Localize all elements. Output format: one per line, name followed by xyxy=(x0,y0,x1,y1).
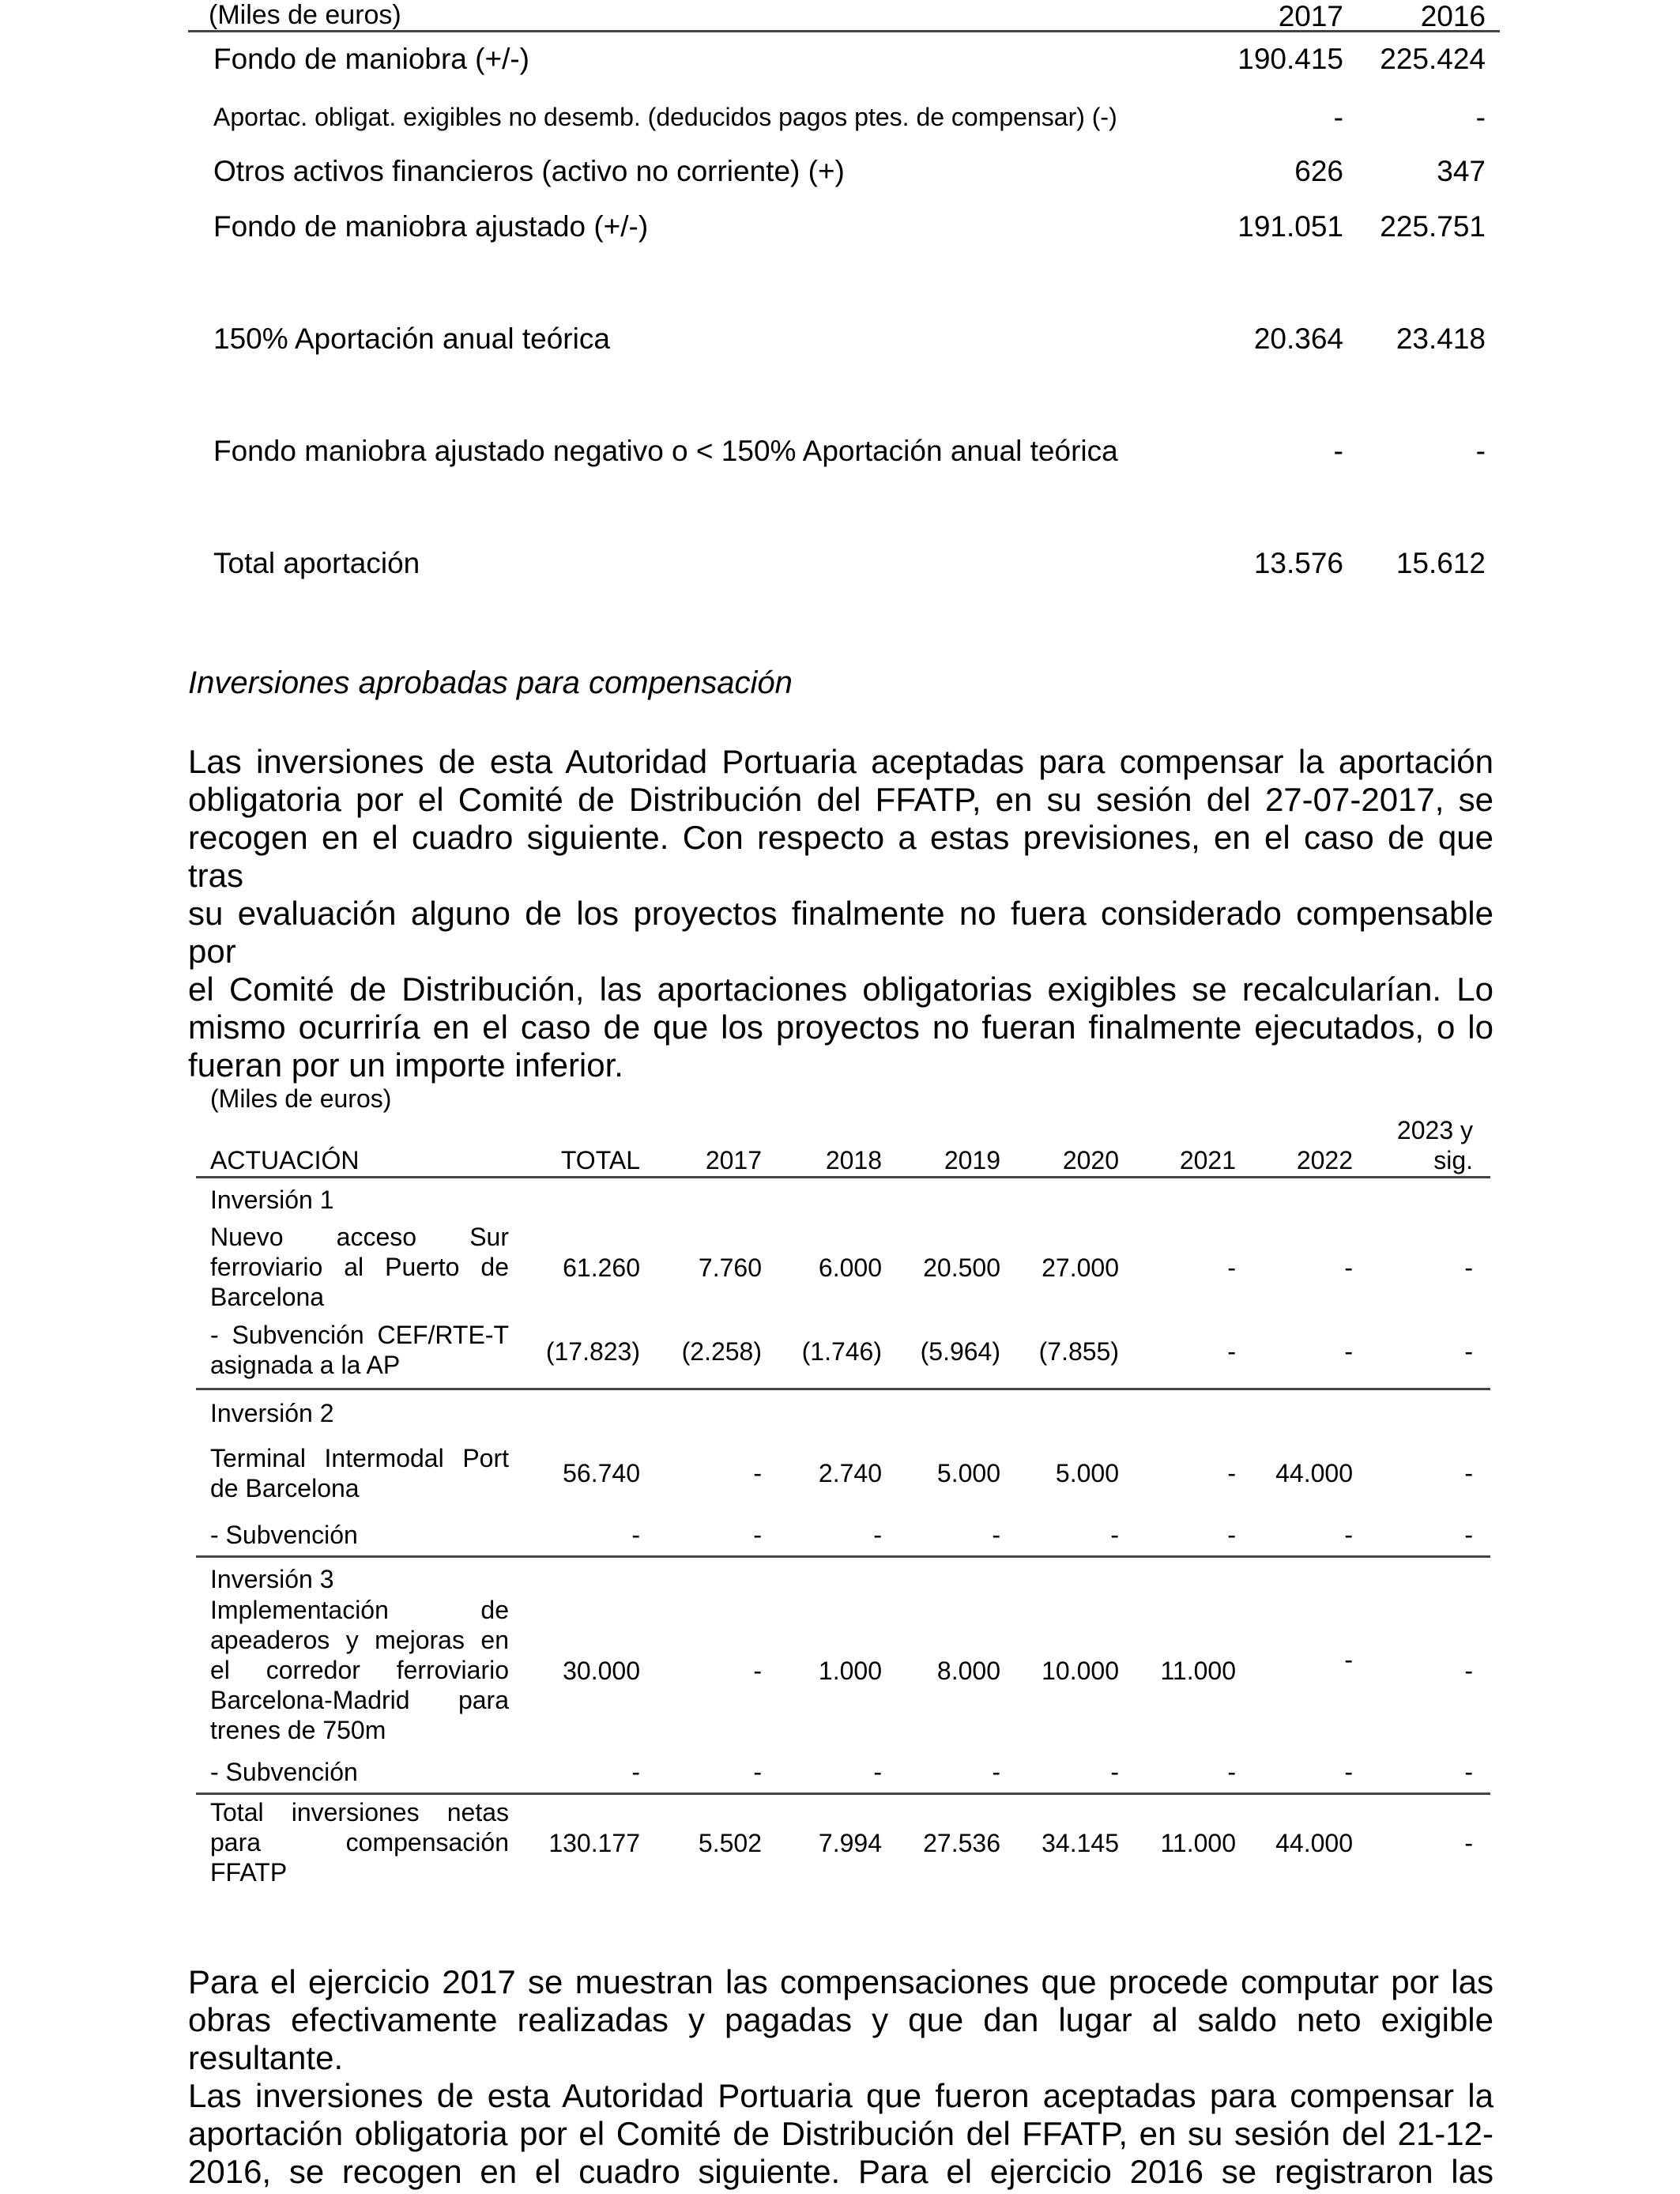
inv1-desc xyxy=(210,1222,509,1312)
table1-header-rule xyxy=(188,30,1500,32)
inv3-sub-value: - xyxy=(873,1758,882,1786)
inv2-sub-value: - xyxy=(873,1521,882,1549)
table1-row-value: - xyxy=(1333,435,1343,467)
table2-row-rule xyxy=(196,1555,1490,1558)
desc-line: Terminal Intermodal Port xyxy=(210,1444,509,1472)
table2-row-rule xyxy=(196,1793,1490,1795)
table2-header-total: TOTAL xyxy=(560,1146,640,1174)
inv2-sub-value: - xyxy=(1227,1521,1236,1549)
paragraph-line: fueran por un importe inferior. xyxy=(188,1046,623,1084)
inv2-sub-total: - xyxy=(631,1521,640,1549)
inv3-sub-value: - xyxy=(992,1758,1000,1786)
table1-row-label: 150% Aportación anual teórica xyxy=(213,322,610,355)
table1-row-label: Aportac. obligat. exigibles no desemb. (deducidos pagos ptes. de compensar) (-) xyxy=(213,103,1117,131)
inv2-value: - xyxy=(1464,1459,1473,1487)
table1-row-value: 225.424 xyxy=(1380,43,1486,75)
desc-line: trenes de 750m xyxy=(210,1716,386,1744)
desc-line: Total inversiones netas xyxy=(210,1798,509,1826)
table2-header-rule xyxy=(196,1176,1490,1178)
inv3-sub-total: - xyxy=(631,1758,640,1786)
inv2-sub-label: - Subvención xyxy=(210,1521,358,1549)
inv3-sub-value: - xyxy=(1227,1758,1236,1786)
paragraph-line: Para el ejercicio 2017 se muestran las compensaciones que procede computar por las xyxy=(188,1963,1494,2000)
table1-row-value: 23.418 xyxy=(1396,322,1486,355)
inv2-sub-value: - xyxy=(1110,1521,1119,1549)
table1-unit: (Miles de euros) xyxy=(209,0,401,30)
desc-line: Barcelona xyxy=(210,1283,325,1311)
paragraph-line: recogen en el cuadro siguiente. Con respecto a estas previsiones, en el caso de que tras xyxy=(188,819,1494,894)
desc-line: para compensación xyxy=(210,1828,509,1857)
table1-row-label: Otros activos financieros (activo no corriente) (+) xyxy=(213,155,845,187)
table1-row-label: Fondo de maniobra ajustado (+/-) xyxy=(213,210,649,243)
paragraph-line: obligatoria por el Comité de Distribución del FFATP, en su sesión del 27-07-2017, se xyxy=(188,781,1494,818)
inv1-sub-value: (1.746) xyxy=(801,1337,882,1366)
total-total: 130.177 xyxy=(548,1829,640,1857)
inv3-value: - xyxy=(1344,1646,1353,1674)
table2-row-rule xyxy=(196,1388,1490,1390)
table1-row-value: - xyxy=(1333,101,1343,134)
table1-row-value: 626 xyxy=(1294,155,1343,187)
table2-header-2020: 2020 xyxy=(1062,1146,1119,1174)
table2-header-2021: 2021 xyxy=(1179,1146,1236,1174)
table1-row-value: - xyxy=(1475,101,1486,134)
inv1-title: Inversión 1 xyxy=(210,1186,334,1214)
inv1-value: 20.500 xyxy=(923,1253,1000,1282)
table2-header-2023: 2023 y xyxy=(1396,1116,1473,1144)
table1-row-value: 190.415 xyxy=(1237,43,1343,75)
desc-line: asignada a la AP xyxy=(210,1351,401,1379)
inv2-sub-value: - xyxy=(1344,1521,1353,1549)
inv1-value: - xyxy=(1227,1253,1236,1282)
total-value: 7.994 xyxy=(818,1829,882,1857)
inv3-value: - xyxy=(753,1657,762,1685)
inv3-total: 30.000 xyxy=(563,1657,640,1685)
inv3-title: Inversión 3 xyxy=(210,1565,334,1593)
table1-row-value: - xyxy=(1475,435,1486,467)
paragraph-line: Las inversiones de esta Autoridad Portuaria que fueron aceptadas para compensar la xyxy=(188,2077,1494,2114)
total-desc xyxy=(210,1797,509,1887)
inv3-value: - xyxy=(1464,1657,1473,1685)
inv2-value: 2.740 xyxy=(818,1459,882,1487)
inv2-value: 5.000 xyxy=(936,1459,1000,1487)
inv2-sub-value: - xyxy=(1464,1521,1473,1549)
table1-row-label: Total aportación xyxy=(213,547,420,579)
section-heading: Inversiones aprobadas para compensación xyxy=(188,665,793,700)
inv2-value: 5.000 xyxy=(1055,1459,1119,1487)
inv1-value: - xyxy=(1344,1253,1353,1282)
desc-line: el corredor ferroviario xyxy=(210,1656,509,1684)
inv3-value: 11.000 xyxy=(1160,1657,1236,1685)
inv3-sub-value: - xyxy=(1344,1758,1353,1786)
inv3-sub-value: - xyxy=(1464,1758,1473,1786)
table2-header-2018: 2018 xyxy=(825,1146,882,1174)
paragraph-3 xyxy=(188,2077,1494,2191)
total-value: 11.000 xyxy=(1160,1829,1236,1857)
desc-line: Nuevo acceso Sur xyxy=(210,1223,509,1251)
inv1-sub-value: (5.964) xyxy=(920,1337,1000,1366)
inv3-value: 1.000 xyxy=(818,1657,882,1685)
table2-header-2017: 2017 xyxy=(705,1146,762,1174)
inv1-sub-value: - xyxy=(1227,1337,1236,1366)
total-value: 34.145 xyxy=(1042,1829,1119,1857)
inv1-sub-value: (7.855) xyxy=(1038,1337,1119,1366)
table2-header-sig: sig. xyxy=(1433,1146,1473,1174)
table1-row-label: Fondo de maniobra (+/-) xyxy=(213,43,530,75)
inv2-value: - xyxy=(1227,1459,1236,1487)
inv2-sub-value: - xyxy=(992,1521,1000,1549)
inv3-value: 8.000 xyxy=(936,1657,1000,1685)
inv1-sub-total: (17.823) xyxy=(545,1337,640,1366)
inv3-sub-value: - xyxy=(1110,1758,1119,1786)
total-value: 27.536 xyxy=(923,1829,1000,1857)
table1-row-value: 347 xyxy=(1437,155,1486,187)
total-value: 5.502 xyxy=(698,1829,762,1857)
inv1-total: 61.260 xyxy=(563,1253,640,1282)
inv3-value: 10.000 xyxy=(1042,1657,1119,1685)
total-value: 44.000 xyxy=(1275,1829,1353,1857)
inv2-value: - xyxy=(753,1459,762,1487)
paragraph-line: 2016, se recogen en el cuadro siguiente. Para el ejercicio 2016 se registraron las xyxy=(188,2153,1494,2190)
table1-year-2017: 2017 xyxy=(1278,0,1343,32)
table2-header-2022: 2022 xyxy=(1296,1146,1353,1174)
table2-header-2019: 2019 xyxy=(944,1146,1000,1174)
table2-header-actuacion: ACTUACIÓN xyxy=(210,1146,360,1174)
inv2-value: 44.000 xyxy=(1275,1459,1353,1487)
paragraph-1 xyxy=(188,743,1494,1084)
total-value: - xyxy=(1464,1829,1473,1857)
inv1-value: - xyxy=(1464,1253,1473,1282)
table1-row-value: 15.612 xyxy=(1396,547,1486,579)
inv3-desc xyxy=(210,1595,509,1745)
desc-line: Barcelona-Madrid para xyxy=(210,1686,509,1714)
inv1-sub-value: - xyxy=(1464,1337,1473,1366)
paragraph-line: obras efectivamente realizadas y pagadas y que dan lugar al saldo neto exigible resultante. xyxy=(188,2001,1494,2076)
table1-row-label: Fondo maniobra ajustado negativo o < 150% Aportación anual teórica xyxy=(213,435,1118,467)
paragraph-line: mismo ocurriría en el caso de que los proyectos no fueran finalmente ejecutados, o lo xyxy=(188,1008,1494,1046)
desc-line: Implementación de xyxy=(210,1596,509,1624)
inv1-sub-desc xyxy=(210,1320,509,1380)
inv2-desc xyxy=(210,1443,509,1503)
desc-line: de Barcelona xyxy=(210,1474,360,1502)
desc-line: FFATP xyxy=(210,1858,288,1887)
paragraph-line: Las inversiones de esta Autoridad Portuaria aceptadas para compensar la aportación xyxy=(188,743,1494,780)
paragraph-2 xyxy=(188,1963,1494,2077)
inv3-sub-value: - xyxy=(753,1758,762,1786)
inv3-sub-label: - Subvención xyxy=(210,1758,358,1786)
desc-line: ferroviario al Puerto de xyxy=(210,1253,509,1281)
inv2-total: 56.740 xyxy=(563,1459,640,1487)
paragraph-line: su evaluación alguno de los proyectos finalmente no fuera considerado compensable por xyxy=(188,895,1494,970)
inv1-value: 7.760 xyxy=(698,1253,762,1282)
desc-line: - Subvención CEF/RTE-T xyxy=(210,1321,509,1349)
table1-year-2016: 2016 xyxy=(1420,0,1486,32)
table1-row-value: 13.576 xyxy=(1253,547,1343,579)
table1-row-value: 225.751 xyxy=(1380,210,1486,243)
inv2-sub-value: - xyxy=(753,1521,762,1549)
desc-line: apeaderos y mejoras en xyxy=(210,1626,509,1654)
paragraph-line: aportación obligatoria por el Comité de Distribución del FFATP, en su sesión del 21-12- xyxy=(188,2115,1494,2152)
table2-unit: (Miles de euros) xyxy=(210,1084,392,1113)
paragraph-line: el Comité de Distribución, las aportaciones obligatorias exigibles se recalcularían. Lo xyxy=(188,971,1494,1008)
table1-row-value: 191.051 xyxy=(1237,210,1343,243)
inv1-value: 6.000 xyxy=(818,1253,882,1282)
inv2-title: Inversión 2 xyxy=(210,1399,334,1427)
table1-row-value: 20.364 xyxy=(1253,322,1343,355)
inv1-sub-value: (2.258) xyxy=(681,1337,762,1366)
inv1-sub-value: - xyxy=(1344,1337,1353,1366)
inv1-value: 27.000 xyxy=(1042,1253,1119,1282)
